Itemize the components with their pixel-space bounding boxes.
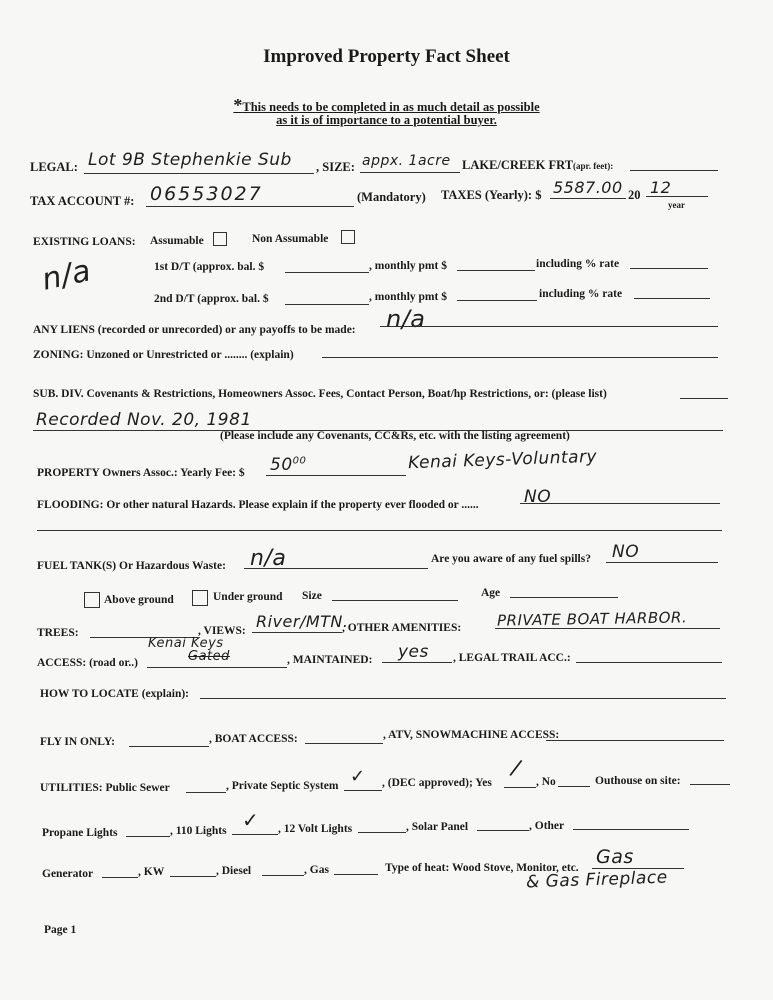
- lights-12-line[interactable]: [358, 832, 406, 833]
- size-line: [360, 172, 460, 173]
- fuel-value[interactable]: n/a: [250, 546, 287, 571]
- liens-value[interactable]: n/a: [386, 305, 426, 333]
- above-ground-checkbox[interactable]: [84, 592, 100, 608]
- subdiv-value[interactable]: Recorded Nov. 20, 1981: [36, 410, 252, 430]
- second-dt-monthly-line[interactable]: [457, 300, 537, 301]
- taxes-line: [550, 198, 626, 199]
- locate-line[interactable]: [200, 698, 726, 699]
- liens-label: ANY LIENS (recorded or unrecorded) or any payoffs to be made:: [33, 324, 356, 336]
- year-caption: year: [668, 200, 685, 210]
- taxes-value[interactable]: 5587.00: [553, 178, 623, 197]
- kw-label: , KW: [138, 866, 165, 878]
- second-dt-rate-label: including % rate: [539, 288, 623, 300]
- taxes-label: TAXES (Yearly): $: [441, 188, 542, 202]
- lake-label-text: LAKE/CREEK FRT: [462, 158, 574, 172]
- amenities-line: [495, 628, 720, 629]
- legal-line: [84, 173, 314, 174]
- mandatory-label: (Mandatory): [357, 190, 426, 204]
- maintained-value[interactable]: yes: [398, 642, 429, 662]
- under-ground-label: Under ground: [213, 591, 283, 603]
- access-line: [147, 667, 287, 668]
- subdiv-label: SUB. DIV. Covenants & Restrictions, Homeowners Assoc. Fees, Contact Person, Boat/hp Restrictions, or: (please list): [33, 388, 607, 400]
- loans-label: EXISTING LOANS:: [33, 236, 136, 248]
- views-label: , VIEWS:: [198, 625, 246, 637]
- atv-label: , ATV, SNOWMACHINE ACCESS:: [383, 729, 560, 741]
- propane-line[interactable]: [126, 836, 170, 837]
- dec-no-line[interactable]: [558, 786, 590, 787]
- second-dt-rate-line[interactable]: [634, 298, 710, 299]
- poa-note[interactable]: Kenai Keys-Voluntary: [407, 446, 598, 474]
- diesel-line[interactable]: [262, 875, 304, 876]
- legal-label: LEGAL:: [30, 160, 78, 174]
- flooding-value[interactable]: NO: [524, 487, 552, 507]
- poa-fee-cents: 00: [292, 455, 307, 467]
- heat-value-1[interactable]: Gas: [596, 846, 634, 868]
- above-ground-label: Above ground: [104, 594, 174, 606]
- first-dt-rate-line[interactable]: [630, 268, 708, 269]
- assumable-checkbox[interactable]: [213, 232, 227, 246]
- solar-line[interactable]: [477, 830, 529, 831]
- boat-access-line[interactable]: [305, 743, 383, 744]
- outhouse-line[interactable]: [690, 784, 730, 785]
- utilities-label: UTILITIES: Public Sewer: [40, 782, 170, 794]
- septic-mark: ✓: [350, 766, 366, 787]
- gas-label: , Gas: [304, 864, 329, 876]
- lights-110-label: , 110 Lights: [170, 825, 227, 837]
- note-line-2: as it is of importance to a potential buyer.: [276, 113, 497, 127]
- age-label: Age: [481, 587, 501, 599]
- fuel-line: [244, 568, 428, 569]
- heat-value-2[interactable]: & Gas Fireplace: [525, 867, 669, 893]
- generator-label: Generator: [42, 868, 94, 880]
- tax-account-value[interactable]: 06553027: [150, 183, 263, 205]
- septic-line[interactable]: [344, 790, 382, 791]
- note-text-1: This needs to be completed in as much detail as possible: [242, 100, 540, 114]
- dec-label: , (DEC approved); Yes: [382, 777, 492, 789]
- access-value-top[interactable]: Kenai Keys: [148, 636, 224, 651]
- loans-handwritten: n/a: [38, 253, 95, 298]
- locate-label: HOW TO LOCATE (explain):: [40, 688, 189, 700]
- assumable-label: Assumable: [150, 235, 204, 247]
- outhouse-label: Outhouse on site:: [595, 775, 681, 787]
- other-line[interactable]: [573, 829, 689, 830]
- maintained-label: , MAINTAINED:: [287, 654, 373, 666]
- poa-fee-value: 50: [270, 455, 293, 475]
- solar-label: , Solar Panel: [406, 821, 469, 833]
- dec-no-label: , No: [536, 776, 556, 788]
- size-tank-label: Size: [302, 590, 322, 602]
- lake-label: [462, 158, 613, 173]
- legal-trail-label: , LEGAL TRAIL ACC.:: [453, 652, 571, 664]
- atv-line[interactable]: [546, 740, 724, 741]
- trees-label: TREES:: [37, 627, 79, 639]
- fly-label: FLY IN ONLY:: [40, 736, 115, 748]
- second-dt-label: 2nd D/T (approx. bal. $: [154, 293, 269, 305]
- under-ground-checkbox[interactable]: [192, 590, 208, 606]
- page-number: Page 1: [44, 924, 77, 936]
- size-value[interactable]: appx. 1acre: [362, 153, 451, 169]
- propane-label: Propane Lights: [42, 827, 118, 839]
- boat-access-label: , BOAT ACCESS:: [209, 733, 298, 745]
- views-line: [252, 632, 342, 633]
- maintained-line: [382, 662, 452, 663]
- lake-line[interactable]: [630, 170, 718, 171]
- non-assumable-label: Non Assumable: [252, 233, 329, 245]
- flooding-label: FLOODING: Or other natural Hazards. Please explain if the property ever flooded or ......: [37, 499, 479, 511]
- tax-account-line: [146, 206, 354, 207]
- fly-line[interactable]: [129, 746, 209, 747]
- tax-account-label: TAX ACCOUNT #:: [30, 194, 135, 208]
- first-dt-label: 1st D/T (approx. bal. $: [154, 261, 265, 273]
- fuel-spills-line: [606, 562, 718, 563]
- year-value[interactable]: 12: [650, 178, 672, 197]
- zoning-line[interactable]: [322, 357, 718, 358]
- access-label: ACCESS: (road or..): [37, 657, 138, 669]
- legal-trail-line[interactable]: [576, 662, 722, 663]
- gas-line[interactable]: [334, 874, 378, 875]
- lights-110-mark: ✓: [242, 808, 260, 832]
- year-prefix: 20: [628, 188, 641, 202]
- legal-value[interactable]: Lot 9B Stephenkie Sub: [88, 150, 292, 170]
- first-dt-rate-label: including % rate: [536, 258, 620, 270]
- non-assumable-checkbox[interactable]: [341, 230, 355, 244]
- dec-yes-line[interactable]: [504, 787, 536, 788]
- subdiv-line-end[interactable]: [680, 398, 728, 399]
- tank-age-line[interactable]: [510, 597, 618, 598]
- liens-line: [380, 326, 718, 327]
- septic-label: , Private Septic System: [226, 780, 339, 792]
- second-dt-monthly-label: , monthly pmt $: [369, 291, 447, 303]
- zoning-label: ZONING: Unzoned or Unrestricted or ........ (explain): [33, 349, 294, 361]
- flooding-line: [520, 503, 720, 504]
- lake-units: (apr. feet):: [573, 161, 614, 171]
- size-label: , SIZE:: [316, 160, 355, 174]
- note-star: *: [233, 95, 243, 115]
- poa-label: PROPERTY Owners Assoc.: Yearly Fee: $: [37, 467, 245, 479]
- first-dt-balance-line[interactable]: [285, 272, 369, 273]
- year-line: [646, 196, 708, 197]
- access-value-bottom[interactable]: Gated: [188, 649, 230, 664]
- page-title: Improved Property Fact Sheet: [263, 46, 510, 67]
- second-dt-balance-line[interactable]: [285, 304, 369, 305]
- fuel-label: FUEL TANK(S) Or Hazardous Waste:: [37, 560, 226, 572]
- poa-fee-line: [266, 475, 406, 476]
- fuel-spills-label: Are you aware of any fuel spills?: [431, 553, 591, 565]
- public-sewer-line[interactable]: [186, 792, 226, 793]
- fuel-spills-value[interactable]: NO: [612, 542, 640, 562]
- kw-line[interactable]: [170, 876, 216, 877]
- generator-line[interactable]: [102, 877, 138, 878]
- poa-fee[interactable]: [270, 455, 306, 475]
- first-dt-monthly-label: , monthly pmt $: [369, 260, 447, 272]
- other-label: , Other: [529, 820, 565, 832]
- amenities-value[interactable]: PRIVATE BOAT HARBOR.: [496, 608, 688, 630]
- flooding-line-2[interactable]: [37, 530, 722, 531]
- dec-yes-mark: /: [507, 755, 524, 782]
- heat-label: Type of heat: Wood Stove, Monitor, etc.: [385, 862, 579, 874]
- views-value[interactable]: River/MTN.: [256, 612, 349, 631]
- diesel-label: , Diesel: [216, 865, 252, 877]
- first-dt-monthly-line[interactable]: [457, 270, 535, 271]
- amenities-label: , OTHER AMENITIES:: [342, 622, 462, 634]
- tank-size-line[interactable]: [332, 600, 458, 601]
- lights-12-label: , 12 Volt Lights: [278, 823, 353, 835]
- subdiv-note: (Please include any Covenants, CC&Rs, etc. with the listing agreement): [220, 430, 570, 442]
- lights-110-line[interactable]: [232, 834, 278, 835]
